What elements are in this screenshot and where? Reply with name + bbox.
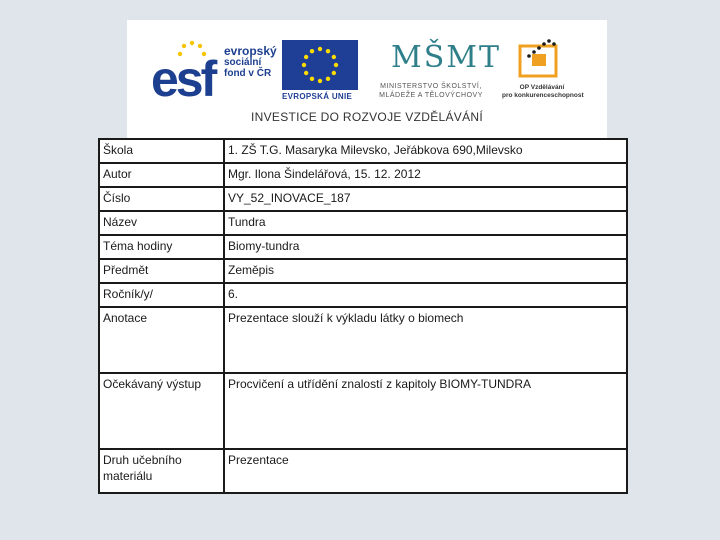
esf-letters: esf bbox=[151, 51, 215, 107]
esf-text-line: evropský bbox=[224, 44, 277, 58]
row-value: Mgr. Ilona Šindelářová, 15. 12. 2012 bbox=[224, 163, 627, 187]
table-row bbox=[99, 163, 627, 187]
esf-text bbox=[224, 46, 277, 79]
info-table bbox=[98, 138, 628, 494]
esf-text-line: sociální bbox=[224, 57, 262, 68]
row-label: Předmět bbox=[99, 259, 224, 283]
row-value: Zeměpis bbox=[224, 259, 627, 283]
row-label: Ročník/y/ bbox=[99, 283, 224, 307]
table-row bbox=[99, 259, 627, 283]
eu-star-icon bbox=[310, 77, 314, 81]
row-label: Téma hodiny bbox=[99, 235, 224, 259]
table-row bbox=[99, 139, 627, 163]
row-value: VY_52_INOVACE_187 bbox=[224, 187, 627, 211]
eu-star-icon bbox=[304, 55, 308, 59]
table-row bbox=[99, 449, 627, 493]
row-label: Očekávaný výstup bbox=[99, 373, 224, 449]
row-value: Biomy-tundra bbox=[224, 235, 627, 259]
row-label: Škola bbox=[99, 139, 224, 163]
msmt-text-line: MLÁDEŽE A TĚLOVÝCHOVY bbox=[379, 92, 483, 99]
row-label: Číslo bbox=[99, 187, 224, 211]
eu-star-icon bbox=[318, 79, 322, 83]
row-value: 6. bbox=[224, 283, 627, 307]
esf-text-line: fond v ČR bbox=[224, 68, 272, 79]
row-label: Název bbox=[99, 211, 224, 235]
eu-star-icon bbox=[302, 63, 306, 67]
eu-star-icon bbox=[326, 49, 330, 53]
table-row bbox=[99, 283, 627, 307]
eu-star-icon bbox=[304, 71, 308, 75]
table-row bbox=[99, 187, 627, 211]
msmt-text bbox=[365, 82, 497, 100]
msmt-mark: MŠMT bbox=[391, 40, 501, 75]
eu-star-icon bbox=[318, 47, 322, 51]
table-row bbox=[99, 373, 627, 449]
row-label: Anotace bbox=[99, 307, 224, 373]
logo-banner bbox=[127, 20, 607, 138]
esf-logo bbox=[151, 40, 277, 107]
table-row bbox=[99, 307, 627, 373]
op-vzdelavani-icon bbox=[514, 38, 564, 80]
eu-flag-icon bbox=[282, 40, 358, 90]
eu-star-icon bbox=[334, 63, 338, 67]
op-text-line: OP Vzdělávání bbox=[519, 84, 565, 91]
eu-star-icon bbox=[310, 49, 314, 53]
table-row bbox=[99, 235, 627, 259]
slogan: INVESTICE DO ROZVOJE VZDĚLÁVÁNÍ bbox=[250, 110, 483, 124]
op-text-line: pro konkurenceschopnost bbox=[502, 92, 584, 99]
row-value: Tundra bbox=[224, 211, 627, 235]
eu-star-icon bbox=[326, 77, 330, 81]
row-value: Prezentace bbox=[224, 449, 627, 493]
row-label: Autor bbox=[99, 163, 224, 187]
op-text bbox=[502, 84, 582, 100]
eu-star-icon bbox=[332, 71, 336, 75]
eu-star-icon bbox=[332, 55, 336, 59]
row-value: Prezentace slouží k výkladu látky o biomech bbox=[224, 307, 627, 373]
op-logo bbox=[502, 38, 582, 104]
msmt-logo bbox=[365, 38, 501, 104]
row-value: 1. ZŠ T.G. Masaryka Milevsko, Jeřábkova 690,Milevsko bbox=[224, 139, 627, 163]
row-value: Procvičení a utřídění znalostí z kapitoly BIOMY-TUNDRA bbox=[224, 373, 627, 449]
row-label: Druh učebního materiálu bbox=[99, 449, 224, 493]
eu-logo bbox=[282, 40, 358, 102]
eu-caption: EVROPSKÁ UNIE bbox=[282, 92, 353, 101]
msmt-text-line: MINISTERSTVO ŠKOLSTVÍ, bbox=[380, 83, 482, 90]
table-row bbox=[99, 211, 627, 235]
